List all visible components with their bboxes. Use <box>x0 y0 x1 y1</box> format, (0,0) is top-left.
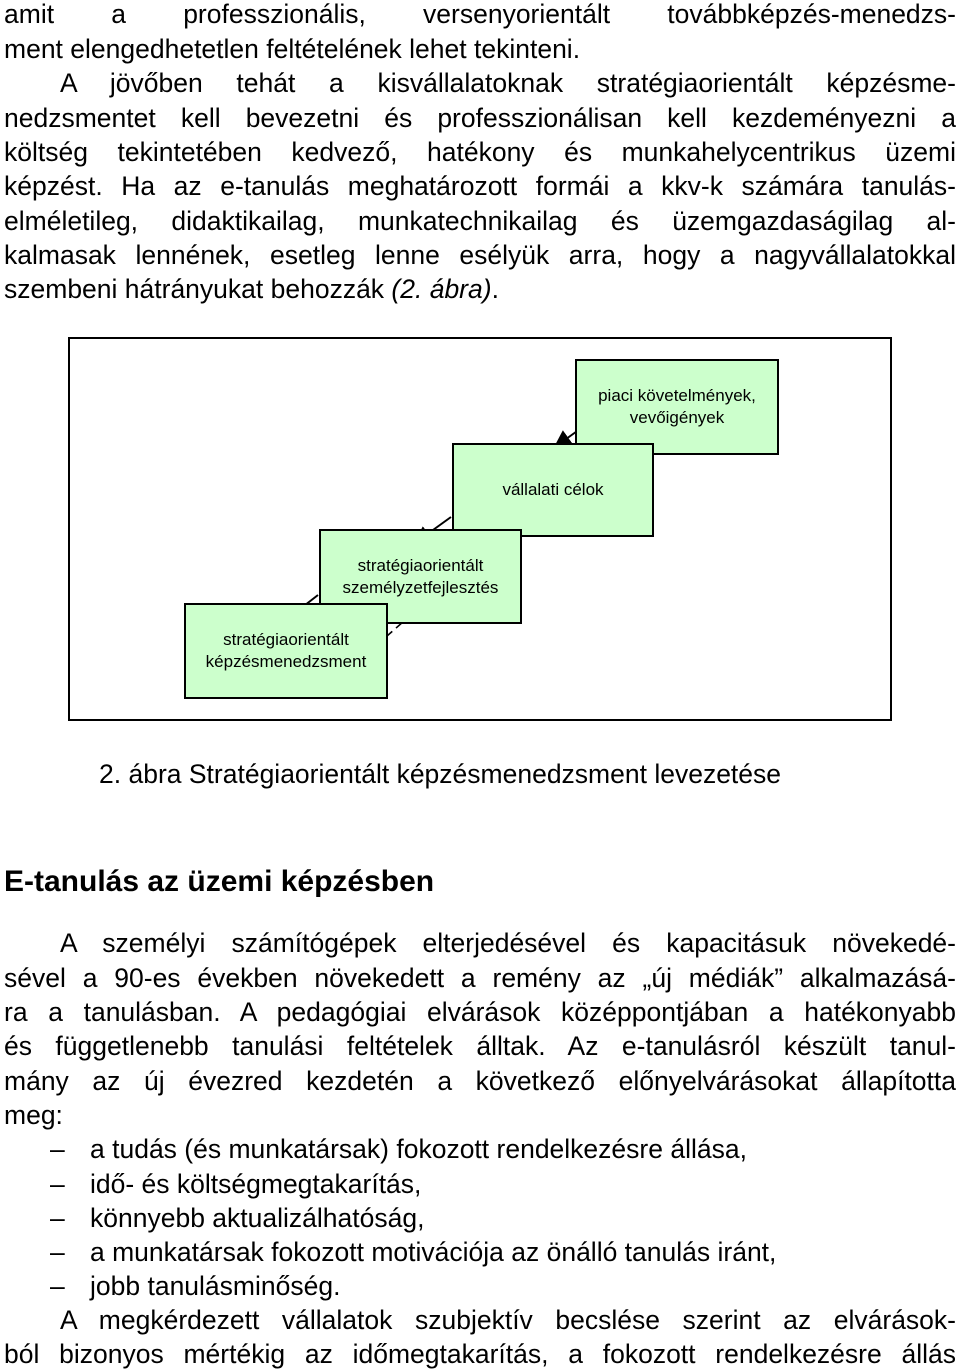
box-market-requirements <box>575 359 779 455</box>
text-line: meg: <box>4 1100 63 1130</box>
text-span: szembeni hátrányukat behozzák <box>4 274 392 304</box>
text-line: költség tekintetében kedvező, hatékony és munkahelycentrikus üzemi <box>4 137 956 167</box>
text-line-with-reference <box>4 271 956 307</box>
bullet-dash: – <box>50 1237 65 1267</box>
sentence-end: . <box>491 274 499 304</box>
list-item: jobb tanulásminőség. <box>90 1271 341 1301</box>
bullet-dash: – <box>50 1271 65 1301</box>
list-item: könnyebb aktualizálhatóság, <box>90 1203 425 1233</box>
box-text: stratégiaorientált <box>223 630 349 649</box>
text-line: A jövőben tehát a kisvállalatoknak stratégiaorientált képzésme- <box>60 68 956 98</box>
figure-caption: 2. ábra Stratégiaorientált képzésmenedzsment levezetése <box>99 759 782 789</box>
list-item: a tudás (és munkatársak) fokozott rendelkezésre állása, <box>90 1134 747 1164</box>
text-line: képzést. Ha az e-tanulás meghatározott formái a kkv-k számára tanulás- <box>4 171 956 201</box>
list-item: a munkatársak fokozott motivációja az önálló tanulás iránt, <box>90 1237 777 1267</box>
text-line: sével a 90-es években növekedett a remény az „új médiák” alkalmazásá- <box>4 963 956 993</box>
box-text: személyzetfejlesztés <box>342 577 499 597</box>
bullet-dash: – <box>50 1134 65 1164</box>
text-line: mány az új évezred kezdetén a következő előnyelvárásokat állapította <box>4 1066 956 1096</box>
list-item: idő- és költségmegtakarítás, <box>90 1169 422 1199</box>
figure-reference: (2. ábra) <box>391 274 492 304</box>
bullet-dash: – <box>50 1203 65 1233</box>
box-training-management <box>184 603 388 699</box>
text-line: ra a tanulásban. A pedagógiai elvárások középpontjában a hatékonyabb <box>4 997 956 1027</box>
section-heading: E-tanulás az üzemi képzésben <box>4 865 435 898</box>
text-line: és függetlenebb tanulási feltételek álltak. Az e-tanulásról készült tanul- <box>4 1031 956 1061</box>
figure-frame <box>68 337 892 721</box>
text-line: kalmasak lennének, esetleg lenne esélyük arra, hogy a nagyvállalatokkal <box>4 240 956 270</box>
box-text: vevőigények <box>629 408 725 427</box>
bullet-dash: – <box>50 1169 65 1199</box>
box-text: stratégiaorientált <box>357 555 484 575</box>
text-line: A személyi számítógépek elterjedésével és kapacitásuk növekedé- <box>60 928 956 958</box>
box-company-goals <box>452 443 654 537</box>
text-line: nedzsmentet kell bevezetni és professzionálisan kell kezdeményezni a <box>4 103 956 133</box>
text-line: elméletileg, didaktikailag, munkatechnikailag és üzemgazdaságilag al- <box>4 206 956 236</box>
box-text: képzésmenedzsment <box>205 652 367 671</box>
text-line: ból bizonyos mértékig az időmegtakarítás, a fokozott rendelkezésre állás <box>4 1339 956 1369</box>
text-line: amit a professzionális, versenyorientált továbbképzés-menedzs- <box>4 0 956 29</box>
text-line: ment elengedhetetlen feltételének lehet tekinteni. <box>4 34 581 64</box>
text-line: A megkérdezett vállalatok szubjektív becslése szerint az elvárások- <box>60 1305 956 1335</box>
box-text: piaci követelmények, <box>598 386 756 405</box>
box-text: vállalati célok <box>502 480 604 499</box>
